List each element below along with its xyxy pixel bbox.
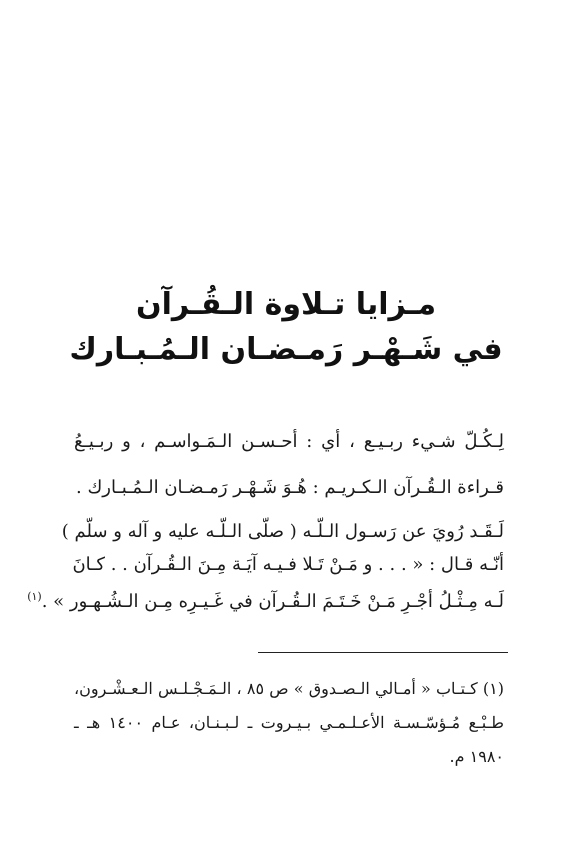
- page-title-line-1: مـزايا تـلاوة الـقُـرآن: [135, 287, 437, 322]
- paragraph-2-line-3-text: لَـه مِـثْـلُ أجْـرِ مَـنْ خَـتَـمَ الـقُـرآن في غَـيـرِه مِـن الـشُـهـور » .: [41, 591, 504, 612]
- paragraph-2-line-2: أنّـه قـال : « . . . و مَـنْ تَـلا فـيـه آيَـة مِـنَ الـقُـرآن . . كـانَ: [72, 554, 504, 575]
- page-title-line-2: في شَـهْـر رَمـضـان الـمُـبـارك: [69, 332, 503, 367]
- paragraph-1-line-2: قـراءة الـقُـرآن الـكـريـم : هُـوَ شَـهْـر رَمـضـان الـمُـبـارك .: [76, 477, 504, 498]
- paragraph-2-line-1: لَـقَـد رُويَ عن رَسـول الـلّـه ( صلّى الـلّـه عليه و آله و سلّم ): [61, 521, 504, 542]
- paragraph-1-line-1: لِـكُـلّ شـيء ربـيـع ، أي : أحـسـن الـمَـواسـم ، و ربـيـعُ: [74, 431, 504, 452]
- footnote-line-2: طـبْـع مُـؤسّـسـة الأعـلـمـي بـيـروت ـ لـبـنـان، عـام ١٤٠٠ هـ ـ: [74, 713, 504, 732]
- footnote-line-3: ١٩٨٠ م.: [449, 747, 504, 766]
- footnote-divider: [258, 652, 508, 653]
- footnote-line-1: (١) كـتـاب « أمـالي الـصـدوق » ص ٨٥ ، الـمَـجْـلـس الـعـشْـرون،: [74, 679, 504, 698]
- footnote-marker: (١): [27, 590, 42, 603]
- paragraph-2-line-3: [27, 583, 504, 616]
